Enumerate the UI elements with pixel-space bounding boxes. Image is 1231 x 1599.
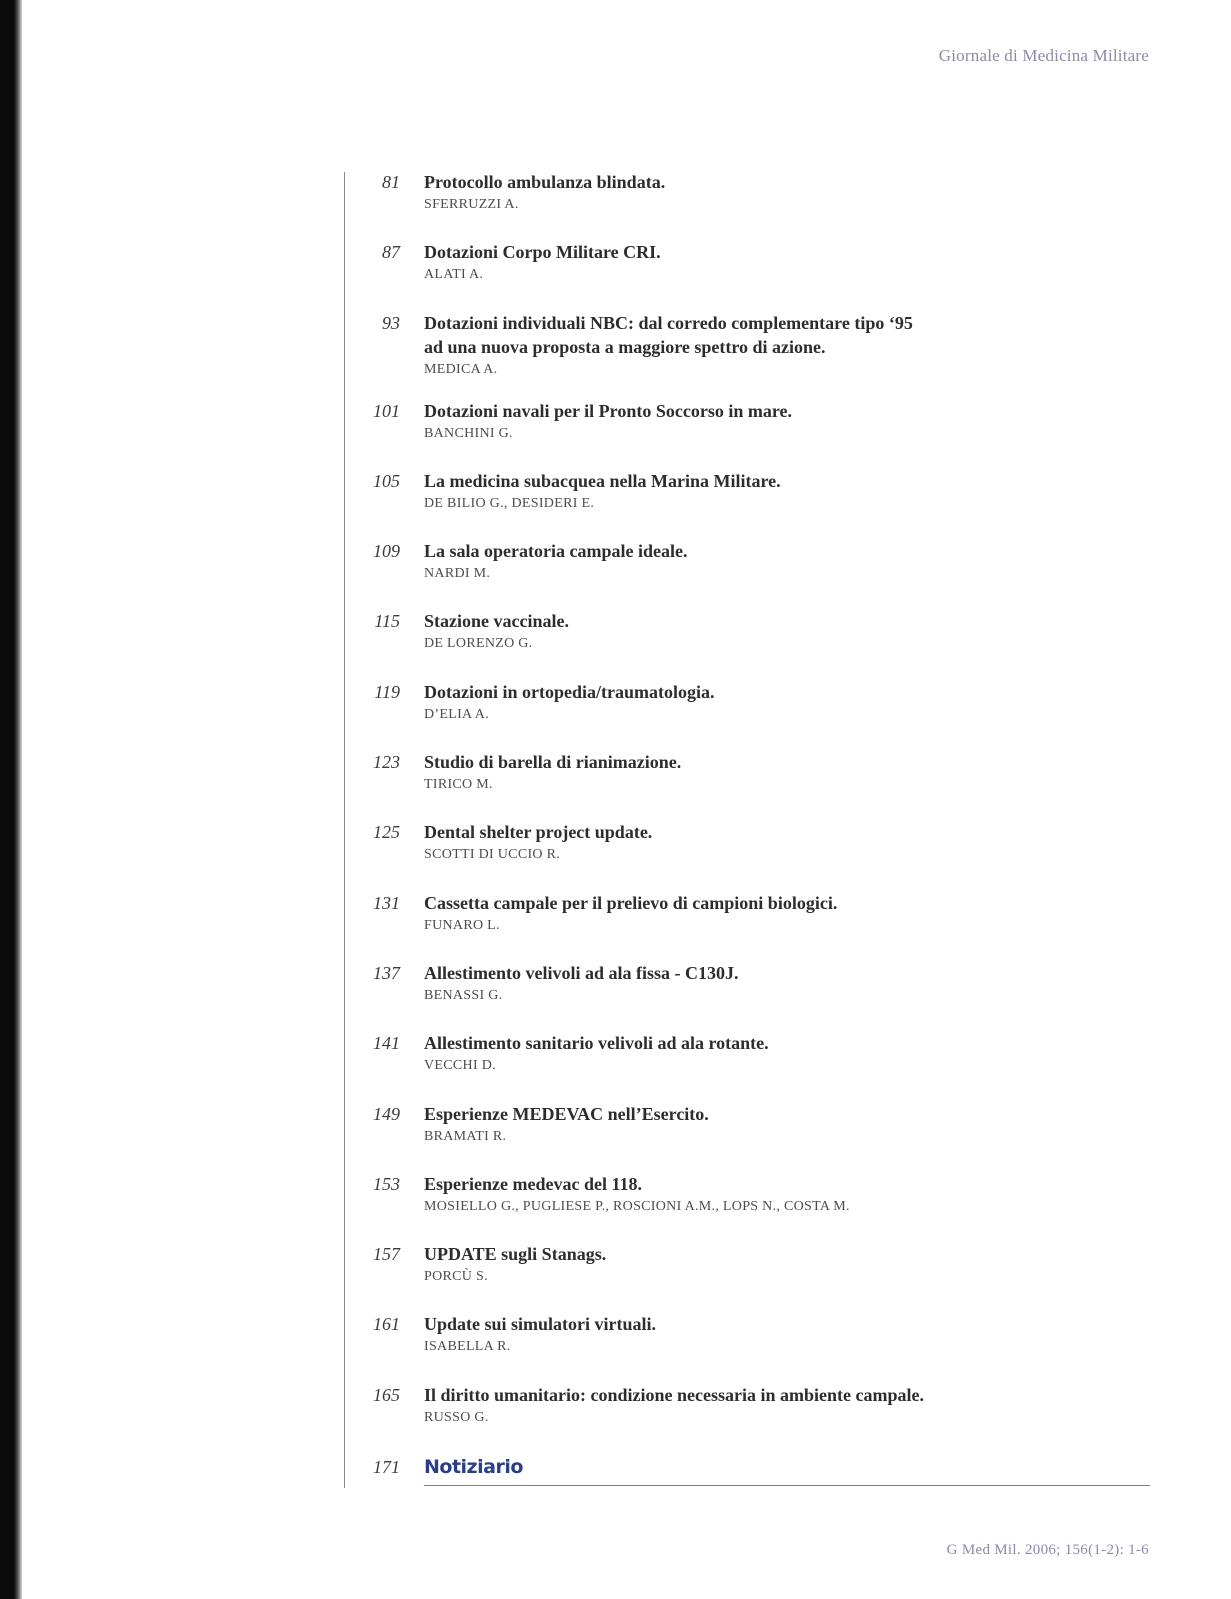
- toc-entry[interactable]: [344, 399, 1164, 469]
- page-number: 153: [373, 1173, 400, 1194]
- article-title: Dental shelter project update.: [424, 822, 653, 843]
- page-number: 161: [373, 1314, 400, 1335]
- entry-body: [424, 1383, 1164, 1429]
- entry-body: [424, 311, 1164, 381]
- article-authors: ISABELLA R.: [424, 1339, 511, 1355]
- toc-entry[interactable]: [344, 1172, 1164, 1242]
- article-title: Update sui simulatori virtuali.: [424, 1314, 657, 1335]
- toc-entry[interactable]: [344, 539, 1164, 609]
- page-number: 119: [374, 681, 400, 702]
- page-number: 101: [373, 400, 400, 421]
- entry-body: [424, 170, 1164, 216]
- entry-body: [424, 1242, 1164, 1288]
- article-authors: SFERRUZZI A.: [424, 197, 519, 212]
- entry-body: [424, 539, 1164, 585]
- toc-entry[interactable]: [344, 891, 1164, 961]
- page-number: 109: [373, 541, 400, 562]
- article-authors: SCOTTI DI UCCIO R.: [424, 847, 561, 863]
- toc-entry[interactable]: [344, 1242, 1164, 1312]
- toc-entry[interactable]: [344, 1383, 1164, 1453]
- page-number: 115: [374, 611, 400, 632]
- page-number: 171: [373, 1457, 400, 1478]
- article-title: UPDATE sugli Stanags.: [424, 1244, 607, 1265]
- toc-entry[interactable]: [344, 680, 1164, 750]
- article-authors: RUSSO G.: [424, 1409, 489, 1425]
- entry-body: [424, 961, 1164, 1007]
- article-authors: DE BILIO G., DESIDERI E.: [424, 495, 595, 511]
- entry-body: [424, 1312, 1164, 1358]
- article-authors: PORCÙ S.: [424, 1269, 488, 1285]
- footer-citation: G Med Mil. 2006; 156(1-2): 1-6: [946, 1542, 1149, 1558]
- article-authors: ALATI A.: [424, 267, 484, 283]
- entry-body: [424, 399, 1164, 445]
- page-number: 125: [373, 822, 400, 843]
- section-title-notiziario: Notiziario: [424, 1456, 523, 1479]
- toc-entry[interactable]: [344, 469, 1164, 539]
- toc-entry[interactable]: [344, 820, 1164, 890]
- toc-entry[interactable]: [344, 311, 1164, 399]
- page-number: 157: [373, 1244, 400, 1265]
- page-number: 149: [373, 1103, 400, 1124]
- article-title: Dotazioni individuali NBC: dal corredo complementare tipo ‘95: [424, 312, 913, 333]
- article-authors: TIRICO M.: [424, 777, 493, 793]
- entry-body: [424, 1031, 1164, 1077]
- article-authors: BRAMATI R.: [424, 1128, 507, 1144]
- article-title: Protocollo ambulanza blindata.: [424, 172, 666, 192]
- entry-body: [424, 240, 1164, 286]
- article-title: Dotazioni navali per il Pronto Soccorso in mare.: [424, 400, 792, 421]
- page-number: 137: [373, 962, 400, 983]
- scan-edge: [0, 0, 22, 1599]
- entry-body: [424, 1172, 1164, 1218]
- article-title: La sala operatoria campale ideale.: [424, 541, 688, 562]
- article-title: Allestimento sanitario velivoli ad ala rotante.: [424, 1033, 769, 1054]
- article-authors: DE LORENZO G.: [424, 636, 533, 652]
- page-number: 81: [382, 172, 400, 192]
- article-authors: NARDI M.: [424, 566, 491, 582]
- toc-section-entry[interactable]: [344, 1453, 1164, 1487]
- article-authors: BANCHINI G.: [424, 425, 513, 441]
- toc-entry[interactable]: [344, 961, 1164, 1031]
- article-authors: BENASSI G.: [424, 987, 503, 1003]
- page-number: 123: [373, 752, 400, 773]
- page-number: 165: [373, 1384, 400, 1405]
- entry-body: [424, 469, 1164, 515]
- page-number: 141: [373, 1033, 400, 1054]
- entry-body: [424, 609, 1164, 655]
- article-title: Esperienze medevac del 118.: [424, 1173, 642, 1194]
- toc-entry[interactable]: [344, 240, 1164, 310]
- article-title-continued: ad una nuova proposta a maggiore spettro di azione.: [424, 336, 826, 357]
- toc-entry[interactable]: [344, 170, 1164, 240]
- page-number: 105: [373, 470, 400, 491]
- article-authors: VECCHI D.: [424, 1058, 496, 1074]
- entry-body: [424, 891, 1164, 937]
- article-title: Esperienze MEDEVAC nell’Esercito.: [424, 1103, 709, 1124]
- article-title: Il diritto umanitario: condizione necessaria in ambiente campale.: [424, 1384, 924, 1405]
- entry-body: [424, 680, 1164, 726]
- toc-entry[interactable]: [344, 609, 1164, 679]
- entry-body: [424, 1102, 1164, 1148]
- article-title: Dotazioni Corpo Militare CRI.: [424, 242, 661, 263]
- article-authors: D’ELIA A.: [424, 706, 489, 722]
- article-title: Studio di barella di rianimazione.: [424, 752, 682, 773]
- table-of-contents: [344, 170, 1164, 1487]
- article-title: Allestimento velivoli ad ala fissa - C130J.: [424, 962, 739, 983]
- article-title: La medicina subacquea nella Marina Militare.: [424, 470, 781, 491]
- entry-body: [424, 1453, 1164, 1481]
- toc-entry[interactable]: [344, 750, 1164, 820]
- entry-body: [424, 820, 1164, 866]
- toc-entry[interactable]: [344, 1312, 1164, 1382]
- toc-entry[interactable]: [344, 1031, 1164, 1101]
- article-title: Cassetta campale per il prelievo di campioni biologici.: [424, 892, 838, 913]
- page-number: 87: [382, 242, 400, 263]
- entry-body: [424, 750, 1164, 796]
- article-title: Stazione vaccinale.: [424, 611, 569, 632]
- article-title: Dotazioni in ortopedia/traumatologia.: [424, 681, 715, 702]
- journal-header: Giornale di Medicina Militare: [938, 46, 1149, 65]
- article-authors: MOSIELLO G., PUGLIESE P., ROSCIONI A.M., LOPS N., COSTA M.: [424, 1198, 850, 1214]
- article-authors: MEDICA A.: [424, 361, 498, 377]
- toc-entry[interactable]: [344, 1102, 1164, 1172]
- bottom-rule: [424, 1485, 1150, 1486]
- article-authors: FUNARO L.: [424, 917, 500, 933]
- page-number: 93: [382, 312, 400, 333]
- page-number: 131: [373, 892, 400, 913]
